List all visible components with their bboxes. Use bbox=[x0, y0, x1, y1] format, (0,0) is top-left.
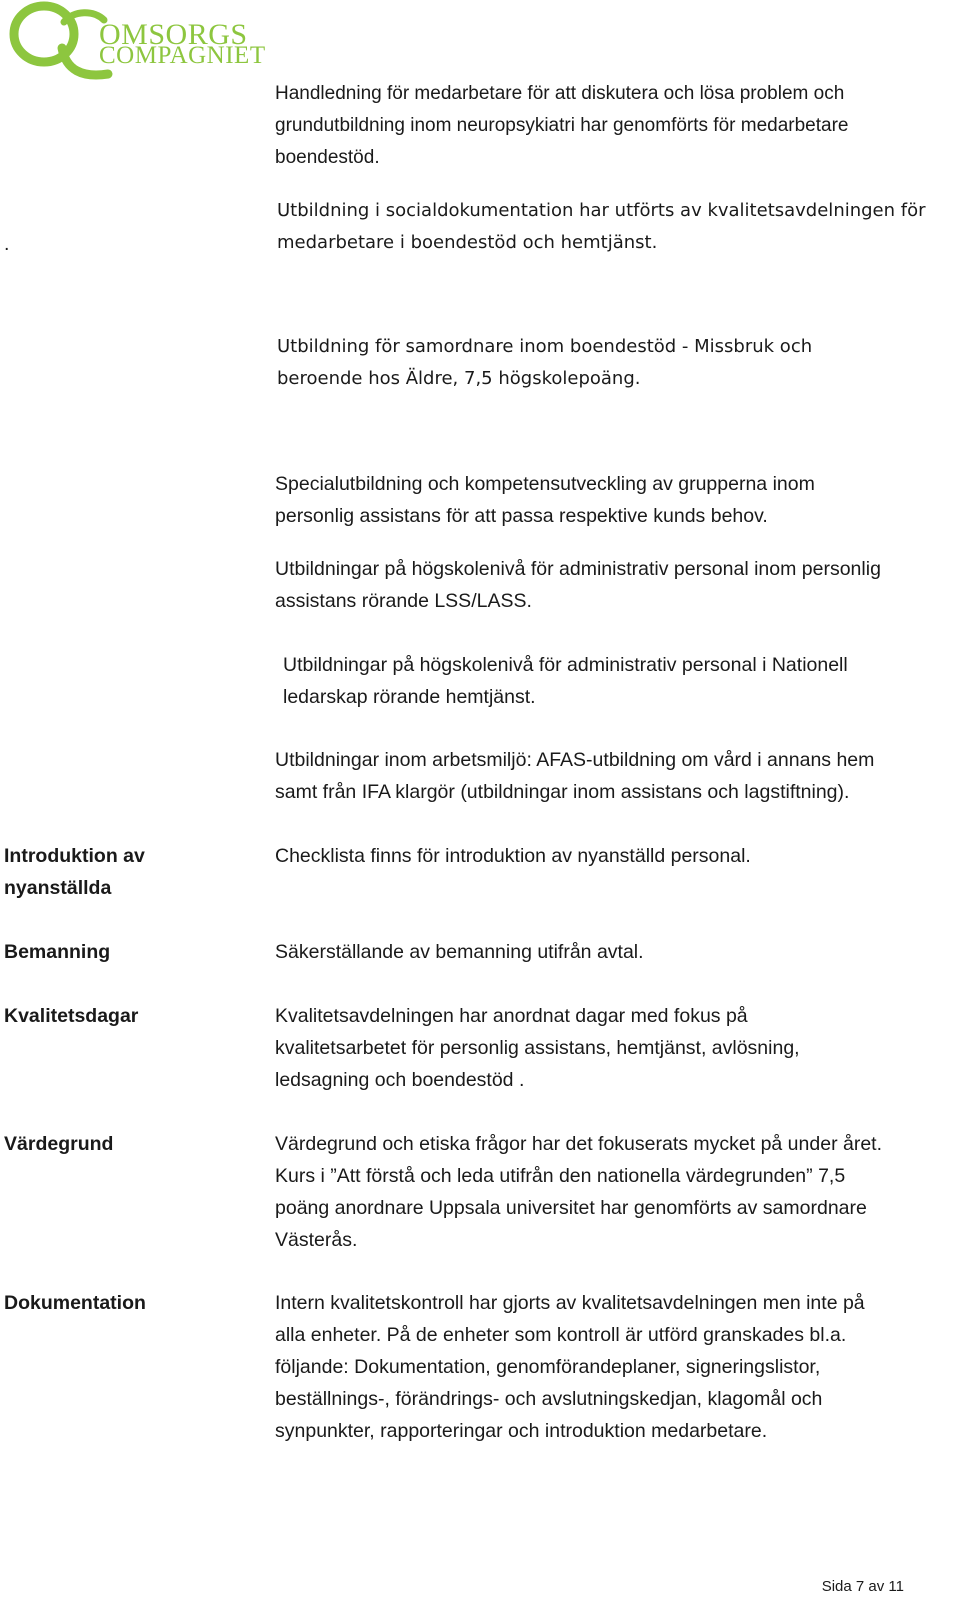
text-line: Specialutbildning och kompetensutveckling av grupperna inom bbox=[275, 473, 815, 495]
logo-emblem bbox=[4, 0, 114, 84]
text-line: synpunkter, rapporteringar och introduktion medarbetare. bbox=[275, 1420, 768, 1442]
list-marker: . bbox=[4, 233, 10, 255]
label-line: Dokumentation bbox=[4, 1292, 146, 1314]
text-line: Checklista finns för introduktion av nyanställd personal. bbox=[275, 845, 751, 867]
text-line: Intern kvalitetskontroll har gjorts av kvalitetsavdelningen men inte på bbox=[275, 1292, 865, 1314]
text-line: Säkerställande av bemanning utifrån avtal. bbox=[275, 941, 644, 963]
text-line: alla enheter. På de enheter som kontroll är utförd granskades bl.a. bbox=[275, 1324, 847, 1346]
paragraph-hogskoleniva-lss bbox=[275, 553, 881, 617]
text-line: Utbildning för samordnare inom boendestöd - Missbruk och bbox=[277, 336, 813, 357]
row-text-bemanning bbox=[275, 936, 644, 968]
text-line: grundutbildning inom neuropsykiatri har genomförts för medarbetare bbox=[275, 115, 849, 136]
label-line: Kvalitetsdagar bbox=[4, 1005, 139, 1027]
text-line: medarbetare i boendestöd och hemtjänst. bbox=[277, 232, 658, 253]
label-line: Bemanning bbox=[4, 941, 111, 963]
label-line: nyanställda bbox=[4, 877, 112, 899]
text-line: ledarskap rörande hemtjänst. bbox=[283, 686, 536, 708]
row-label-kvalitetsdagar bbox=[4, 1000, 138, 1032]
logo-text-line1: OMSORGS bbox=[99, 18, 248, 51]
text-line: Värdegrund och etiska frågor har det fokuserats mycket på under året. bbox=[275, 1133, 882, 1155]
row-text-dokumentation bbox=[275, 1287, 865, 1447]
text-line: samt från IFA klargör (utbildningar inom assistans och lagstiftning). bbox=[275, 781, 850, 803]
page-number: Sida 7 av 11 bbox=[821, 1578, 904, 1595]
text-line: Handledning för medarbetare för att diskutera och lösa problem och bbox=[275, 83, 845, 104]
text-line: ledsagning och boendestöd . bbox=[275, 1069, 525, 1091]
text-line: boendestöd. bbox=[275, 147, 380, 168]
row-text-introduktion bbox=[275, 840, 751, 872]
label-line: Introduktion av bbox=[4, 845, 145, 867]
row-text-kvalitetsdagar bbox=[275, 1000, 800, 1096]
text-line: beroende hos Äldre, 7,5 högskolepoäng. bbox=[277, 368, 641, 389]
paragraph-specialutbildning bbox=[275, 468, 815, 532]
label-line: Värdegrund bbox=[4, 1133, 114, 1155]
text-line: Utbildningar på högskolenivå för administrativ personal inom personlig bbox=[275, 558, 881, 580]
logo-text-line2: COMPAGNIET bbox=[99, 42, 266, 69]
text-line: poäng anordnare Uppsala universitet har genomförts av samordnare bbox=[275, 1197, 867, 1219]
paragraph-arbetsmiljo bbox=[275, 744, 874, 808]
paragraph-hogskoleniva-ledarskap bbox=[283, 649, 848, 713]
row-label-dokumentation bbox=[4, 1287, 146, 1319]
row-label-bemanning bbox=[4, 936, 110, 968]
text-line: Kurs i ”Att förstå och leda utifrån den nationella värdegrunden” 7,5 bbox=[275, 1165, 846, 1187]
company-logo bbox=[4, 0, 266, 84]
text-line: Utbildningar inom arbetsmiljö: AFAS-utbildning om vård i annans hem bbox=[275, 749, 875, 771]
text-line: Västerås. bbox=[275, 1229, 358, 1251]
text-line: följande: Dokumentation, genomförandeplaner, signeringslistor, bbox=[275, 1356, 821, 1378]
text-line: beställnings-, förändrings- och avslutningskedjan, klagomål och bbox=[275, 1388, 823, 1410]
text-line: Utbildning i socialdokumentation har utförts av kvalitetsavdelningen för bbox=[277, 200, 926, 221]
text-line: Utbildningar på högskolenivå för administrativ personal i Nationell bbox=[283, 654, 848, 676]
text-line: assistans rörande LSS/LASS. bbox=[275, 590, 532, 612]
text-line: kvalitetsarbetet för personlig assistans, hemtjänst, avlösning, bbox=[275, 1037, 800, 1059]
row-text-vardegrund bbox=[275, 1128, 882, 1256]
row-label-introduktion bbox=[4, 840, 145, 904]
row-label-vardegrund bbox=[4, 1128, 113, 1160]
paragraph-samordnare bbox=[277, 331, 812, 395]
text-line: Kvalitetsavdelningen har anordnat dagar med fokus på bbox=[275, 1005, 748, 1027]
text-line: personlig assistans för att passa respektive kunds behov. bbox=[275, 505, 768, 527]
paragraph-handledning bbox=[275, 78, 848, 174]
paragraph-socialdokumentation bbox=[277, 195, 926, 259]
